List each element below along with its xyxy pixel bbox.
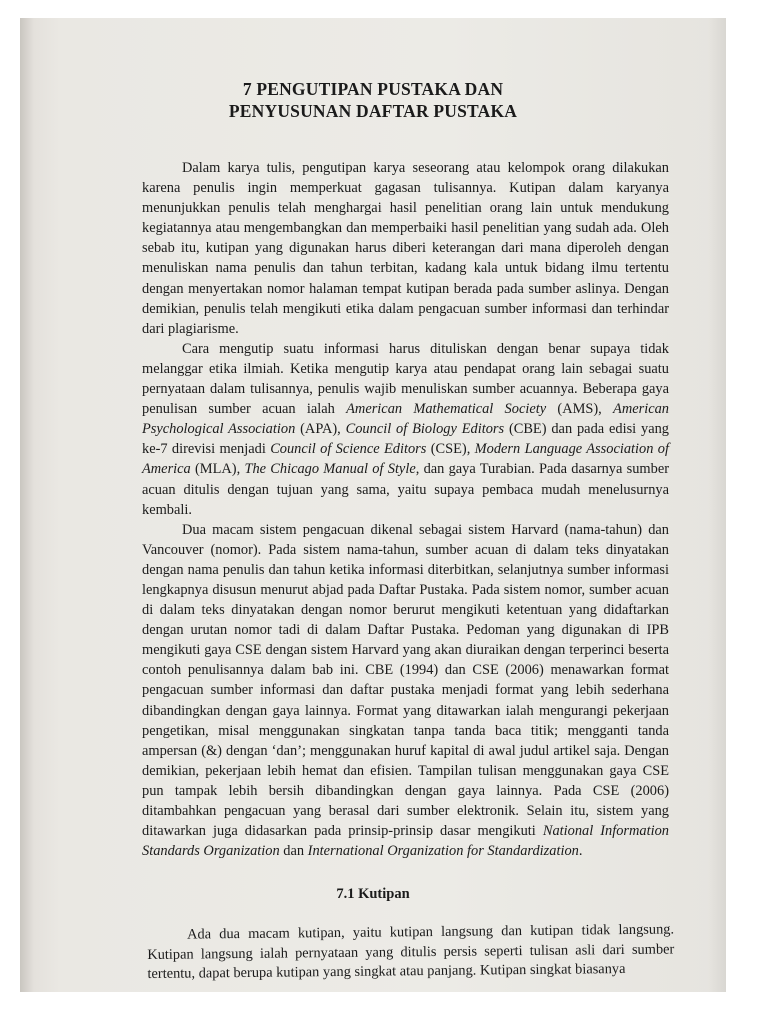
paragraph-2-text: (APA),	[295, 421, 346, 438]
paragraph-2-text: , dan gaya Turabian. Pada dasarnya sumber acuan ditulis dengan tujuan yang sama, yaitu supaya pembaca mudah menelusurnya kembali.	[142, 461, 670, 518]
paragraph-2-text: (CSE),	[426, 441, 475, 458]
citation-style-cbe: Council of Biology Editors	[345, 421, 505, 438]
paragraph-2-text: (AMS),	[546, 401, 614, 418]
organization-niso: National Information Standards Organization	[142, 823, 669, 860]
chapter-body	[142, 158, 669, 861]
citation-style-chicago: The Chicago Manual of Style	[244, 461, 416, 478]
paragraph-2-text: (MLA),	[190, 461, 245, 478]
paragraph-3-text: dan	[279, 843, 308, 860]
section-body	[147, 920, 675, 984]
paragraph-2-text: Cara mengutip suatu informasi harus dituliskan dengan benar supaya tidak melanggar etika ilmiah. Ketika mengutip karya atau pendapat orang lain sebagai suatu pernyataan dalam tulisannya, penulis wajib menuliskan sumber acuannya. Beberapa gaya penulisan sumber acuan ialah	[142, 340, 669, 418]
citation-style-cse: Council of Science Editors	[270, 441, 427, 458]
paragraph-3-text: Dua macam sistem pengacuan dikenal sebagai sistem Harvard (nama-tahun) dan Vancouver (nomor). Pada sistem nama-tahun, sumber acuan di dalam teks dinyatakan dengan nama penulis dan tahun ketika informasi diterbitkan, selanjutnya sumber informasi lengkapnya disusun menurut abjad pada Daftar Pustaka. Pada sistem nomor, sumber acuan di dalam teks dinyatakan dengan nomor berurut mengikuti ketentuan yang didaftarkan dengan urutan nomor tadi di dalam Daftar Pustaka. Pedoman yang digunakan di IPB mengikuti gaya CSE dengan sistem Harvard yang akan diuraikan dengan terperinci beserta contoh penulisannya dalam bab ini. CBE (1994) dan CSE (2006) menawarkan format pengacuan sumber informasi dan daftar pustaka menjadi format yang lebih sederhana dibandingkan dengan gaya lainnya. Format yang ditawarkan ialah mengurangi pekerjaan pengetikan, misal menggunakan singkatan tanpa tanda baca titik; mengganti tanda ampersan (&) dengan ‘dan’; menggunakan huruf kapital di awal judul artikel saja. Dengan demikian, pekerjaan lebih hemat dan efisien. Tampilan tulisan menggunakan gaya CSE pun tampak lebih bersih dibandingkan dengan gaya lainnya. Pada CSE (2006) ditambahkan pengacuan yang berasal dari sumber elektronik. Selain itu, sistem yang ditawarkan juga didasarkan pada prinsip-prinsip dasar mengikuti	[142, 521, 669, 840]
book-page	[20, 18, 726, 992]
paragraph-1: Dalam karya tulis, pengutipan karya seseorang atau kelompok orang dilakukan karena penulis ingin memperkuat gagasan tulisannya. Kutipan dalam karyanya menunjukkan penulis telah menghargai hasil penelitian orang lain untuk mendukung kegiatannya atau mengembangkan dan memperbaiki hasil penelitian yang sudah ada. Oleh sebab itu, kutipan yang digunakan harus diberi keterangan dari mana diperoleh dengan menuliskan nama penulis dan tahun terbitan, kadang kala untuk bidang ilmu tertentu dengan menyertakan nomor halaman tempat kutipan berada pada sumber aslinya. Dengan demikian, penulis telah mengikuti etika dalam pengacuan sumber informasi dan terhindar dari plagiarisme.	[142, 160, 669, 337]
citation-style-ams: American Mathematical Society	[346, 401, 547, 418]
page-edge-shadow	[708, 18, 726, 992]
paragraph-2-text: (CBE) dan pada edisi yang ke-7 direvisi menjadi	[142, 421, 670, 458]
section-heading: 7.1 Kutipan	[336, 886, 410, 902]
paragraph-2	[142, 339, 669, 520]
chapter-title-line-2: PENYUSUNAN DAFTAR PUSTAKA	[228, 101, 518, 121]
citation-style-mla: Modern Language Association of America	[142, 441, 669, 478]
chapter-title	[20, 78, 726, 122]
organization-iso: International Organization for Standardization	[307, 843, 579, 860]
section-paragraph-1: Ada dua macam kutipan, yaitu kutipan langsung dan kutipan tidak langsung. Kutipan langsung ialah pernyataan yang ditulis persis seperti tulisan asli dari sumber tertentu, dapat berupa kutipan yang singkat atau panjang. Kutipan singkat biasanya	[147, 921, 675, 982]
chapter-title-line-1: 7 PENGUTIPAN PUSTAKA DAN	[242, 79, 504, 99]
paragraph-3-text: .	[578, 843, 583, 860]
paragraph-3	[142, 520, 669, 862]
citation-style-apa: American Psychological Association	[142, 401, 669, 438]
